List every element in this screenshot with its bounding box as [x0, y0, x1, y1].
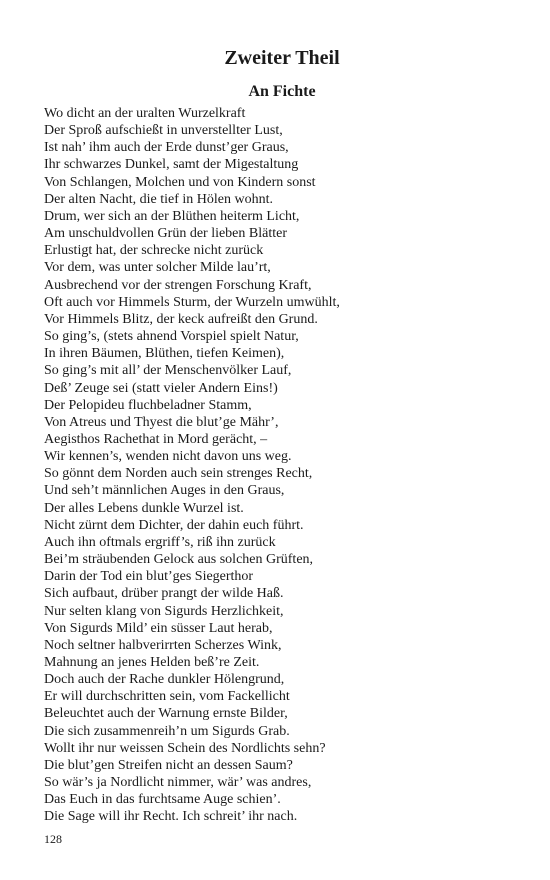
poem-line: Die blut’gen Streifen nicht an dessen Saum?: [44, 757, 293, 773]
poem-line: Oft auch vor Himmels Sturm, der Wurzeln umwühlt,: [44, 294, 340, 310]
poem-text: [44, 105, 340, 826]
poem-line: Darin der Tod ein blut’ges Siegerthor: [44, 569, 254, 585]
poem-line: So ging’s mit all’ der Menschenvölker Lauf,: [44, 363, 292, 379]
poem-line: Wo dicht an der uralten Wurzelkraft: [44, 106, 246, 121]
poem-line: Wollt ihr nur weissen Schein des Nordlichts sehn?: [44, 740, 326, 756]
poem-line: Vor dem, was unter solcher Milde lau’rt,: [44, 260, 271, 276]
poem-line: Von Atreus und Thyest die blut’ge Mähr’,: [44, 414, 279, 430]
poem-line: So gönnt dem Norden auch sein strenges Recht,: [44, 466, 313, 482]
poem-line: Der alles Lebens dunkle Wurzel ist.: [44, 500, 244, 516]
poem-title: An Fichte: [248, 83, 316, 100]
poem-line: So wär’s ja Nordlicht nimmer, wär’ was andres,: [44, 775, 312, 791]
poem-line: Die Sage will ihr Recht. Ich schreit’ ihr nach.: [44, 809, 298, 825]
poem-line: Mahnung an jenes Helden beß’re Zeit.: [44, 655, 260, 670]
poem-line: Doch auch der Rache dunkler Hölengrund,: [44, 672, 285, 688]
poem-line: Von Sigurds Mild’ ein süsser Laut herab,: [44, 620, 273, 636]
poem-line: Der Sproß aufschießt in unverstellter Lust,: [44, 123, 283, 139]
poem-line: Von Schlangen, Molchen und von Kindern sonst: [44, 174, 316, 190]
poem-line: Erlustigt hat, der schrecke nicht zurück: [44, 243, 264, 259]
poem-line: In ihren Bäumen, Blüthen, tiefen Keimen),: [44, 346, 285, 362]
poem-line: Bei’m sträubenden Gelock aus solchen Grüften,: [44, 552, 314, 568]
poem-line: Drum, wer sich an der Blüthen heiterm Licht,: [44, 208, 300, 224]
poem-line: Noch seltner halbverirrten Scherzes Wink,: [44, 637, 282, 653]
poem-line: Er will durchschritten sein, vom Fackellicht: [44, 689, 290, 705]
poem-line: Sich aufbaut, drüber prangt der wilde Haß.: [44, 586, 284, 602]
poem-line: Die sich zusammenreih’n um Sigurds Grab.: [44, 723, 290, 739]
poem-line: Wir kennen’s, wenden nicht davon uns weg.: [44, 449, 292, 465]
poem-line: Auch ihn oftmals ergriff’s, riß ihn zurück: [44, 534, 276, 550]
poem-line: Aegisthos Rachethat in Mord gerächt, –: [44, 431, 268, 447]
poem-line: Ausbrechend vor der strengen Forschung Kraft,: [44, 277, 312, 293]
poem-line: Nicht zürnt dem Dichter, der dahin euch führt.: [44, 517, 304, 533]
part-title: Zweiter Theil: [224, 47, 340, 69]
poem-line: Ihr schwarzes Dunkel, samt der Migestaltung: [44, 157, 299, 173]
poem-line: Beleuchtet auch der Warnung ernste Bilder,: [44, 706, 288, 722]
poem-line: So ging’s, (stets ahnend Vorspiel spielt Natur,: [44, 329, 299, 345]
poem-line: Deß’ Zeuge sei (statt vieler Andern Eins!): [44, 380, 278, 396]
poem-line: Nur selten klang von Sigurds Herzlichkeit,: [44, 603, 284, 619]
poem-line: Der alten Nacht, die tief in Hölen wohnt.: [44, 191, 273, 207]
poem-line: Vor Himmels Blitz, der keck aufreißt den Grund.: [44, 311, 318, 327]
poem-line: Das Euch in das furchtsame Auge schien’.: [44, 792, 281, 808]
poem-line: Ist nah’ ihm auch der Erde dunst’ger Graus,: [44, 140, 289, 156]
poem-line: Am unschuldvollen Grün der lieben Blätter: [44, 226, 287, 242]
page-number: 128: [44, 832, 62, 846]
poem-line: Der Pelopideu fluchbeladner Stamm,: [44, 397, 252, 413]
poem-line: Und seh’t männlichen Auges in den Graus,: [44, 483, 285, 499]
